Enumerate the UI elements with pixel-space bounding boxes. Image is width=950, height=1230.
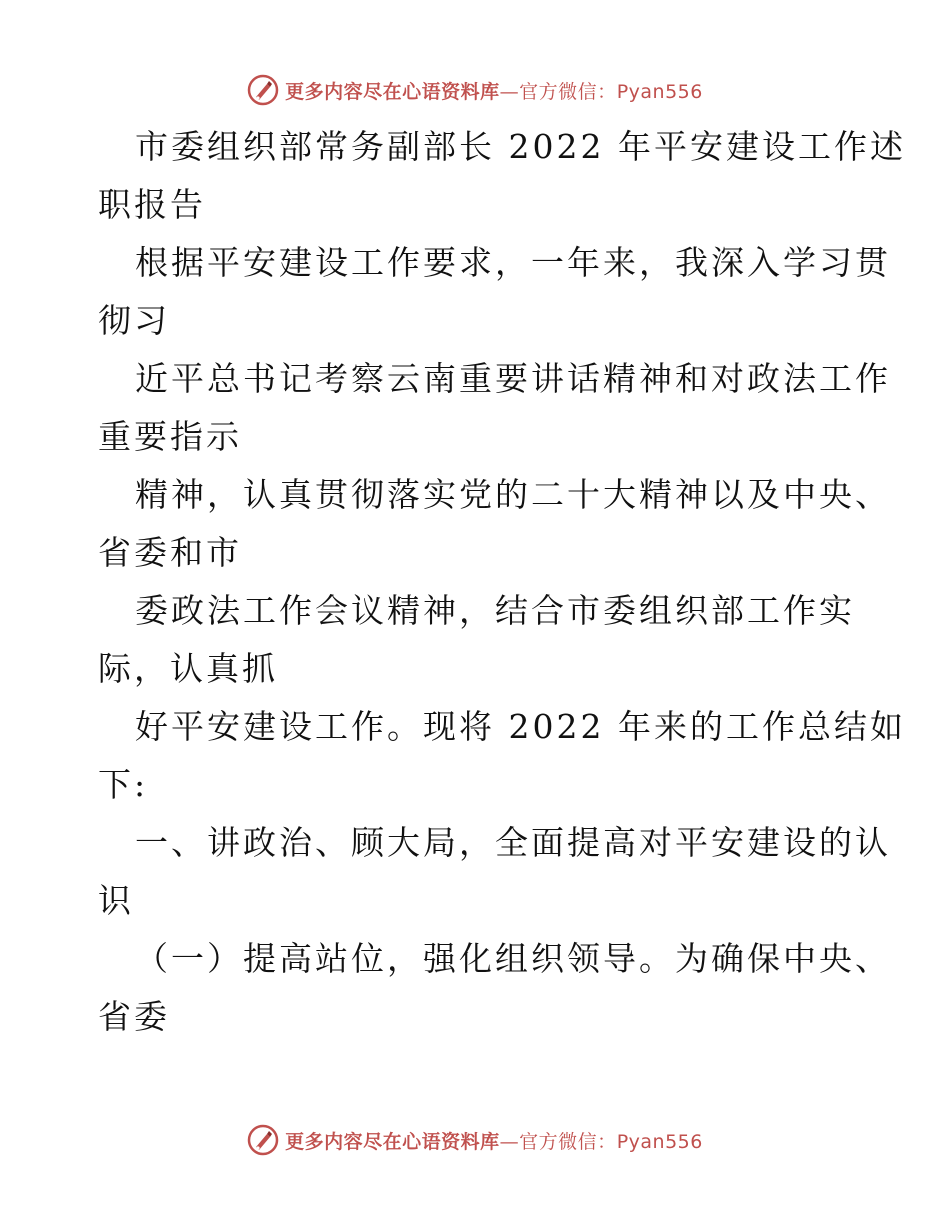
pen-logo-icon bbox=[247, 74, 279, 106]
watermark-wechat-id: Pyan556 bbox=[616, 1130, 703, 1153]
watermark-wechat-label: 官方微信： bbox=[519, 1130, 617, 1153]
text-line: 根据平安建设工作要求，一年来，我深入学习贯 bbox=[135, 243, 891, 282]
watermark-text bbox=[285, 77, 703, 104]
document-body bbox=[98, 118, 906, 1046]
text-line: 精神，认真贯彻落实党的二十大精神以及中央、 bbox=[135, 475, 891, 514]
text-line: 省委和市 bbox=[98, 533, 242, 572]
text-line: 际，认真抓 bbox=[98, 649, 278, 688]
text-line: 识 bbox=[98, 881, 134, 920]
text-line: 市委组织部常务副部长 2022 年平安建设工作述 bbox=[135, 127, 906, 166]
pen-logo-icon bbox=[247, 1124, 279, 1156]
text-line: 职报告 bbox=[98, 185, 206, 224]
text-line: 省委 bbox=[98, 997, 170, 1036]
watermark-main: 更多内容尽在心语资料库 bbox=[285, 80, 500, 103]
watermark-wechat-id: Pyan556 bbox=[616, 80, 703, 103]
watermark-wechat-label: 官方微信： bbox=[519, 80, 617, 103]
text-line: 好平安建设工作。现将 2022 年来的工作总结如 bbox=[135, 707, 906, 746]
text-line: 一、讲政治、顾大局，全面提高对平安建设的认 bbox=[135, 823, 891, 862]
text-line: 近平总书记考察云南重要讲话精神和对政法工作 bbox=[135, 359, 891, 398]
watermark-main: 更多内容尽在心语资料库 bbox=[285, 1130, 500, 1153]
watermark-separator: — bbox=[499, 1130, 520, 1153]
text-line: 委政法工作会议精神，结合市委组织部工作实 bbox=[135, 591, 855, 630]
text-line: （一）提高站位，强化组织领导。为确保中央、 bbox=[135, 939, 891, 978]
watermark-text bbox=[285, 1127, 703, 1154]
text-line: 下: bbox=[98, 765, 149, 804]
text-line: 彻习 bbox=[98, 301, 170, 340]
header-watermark bbox=[0, 70, 950, 110]
watermark-separator: — bbox=[499, 80, 520, 103]
footer-watermark bbox=[0, 1120, 950, 1160]
text-line: 重要指示 bbox=[98, 417, 242, 456]
